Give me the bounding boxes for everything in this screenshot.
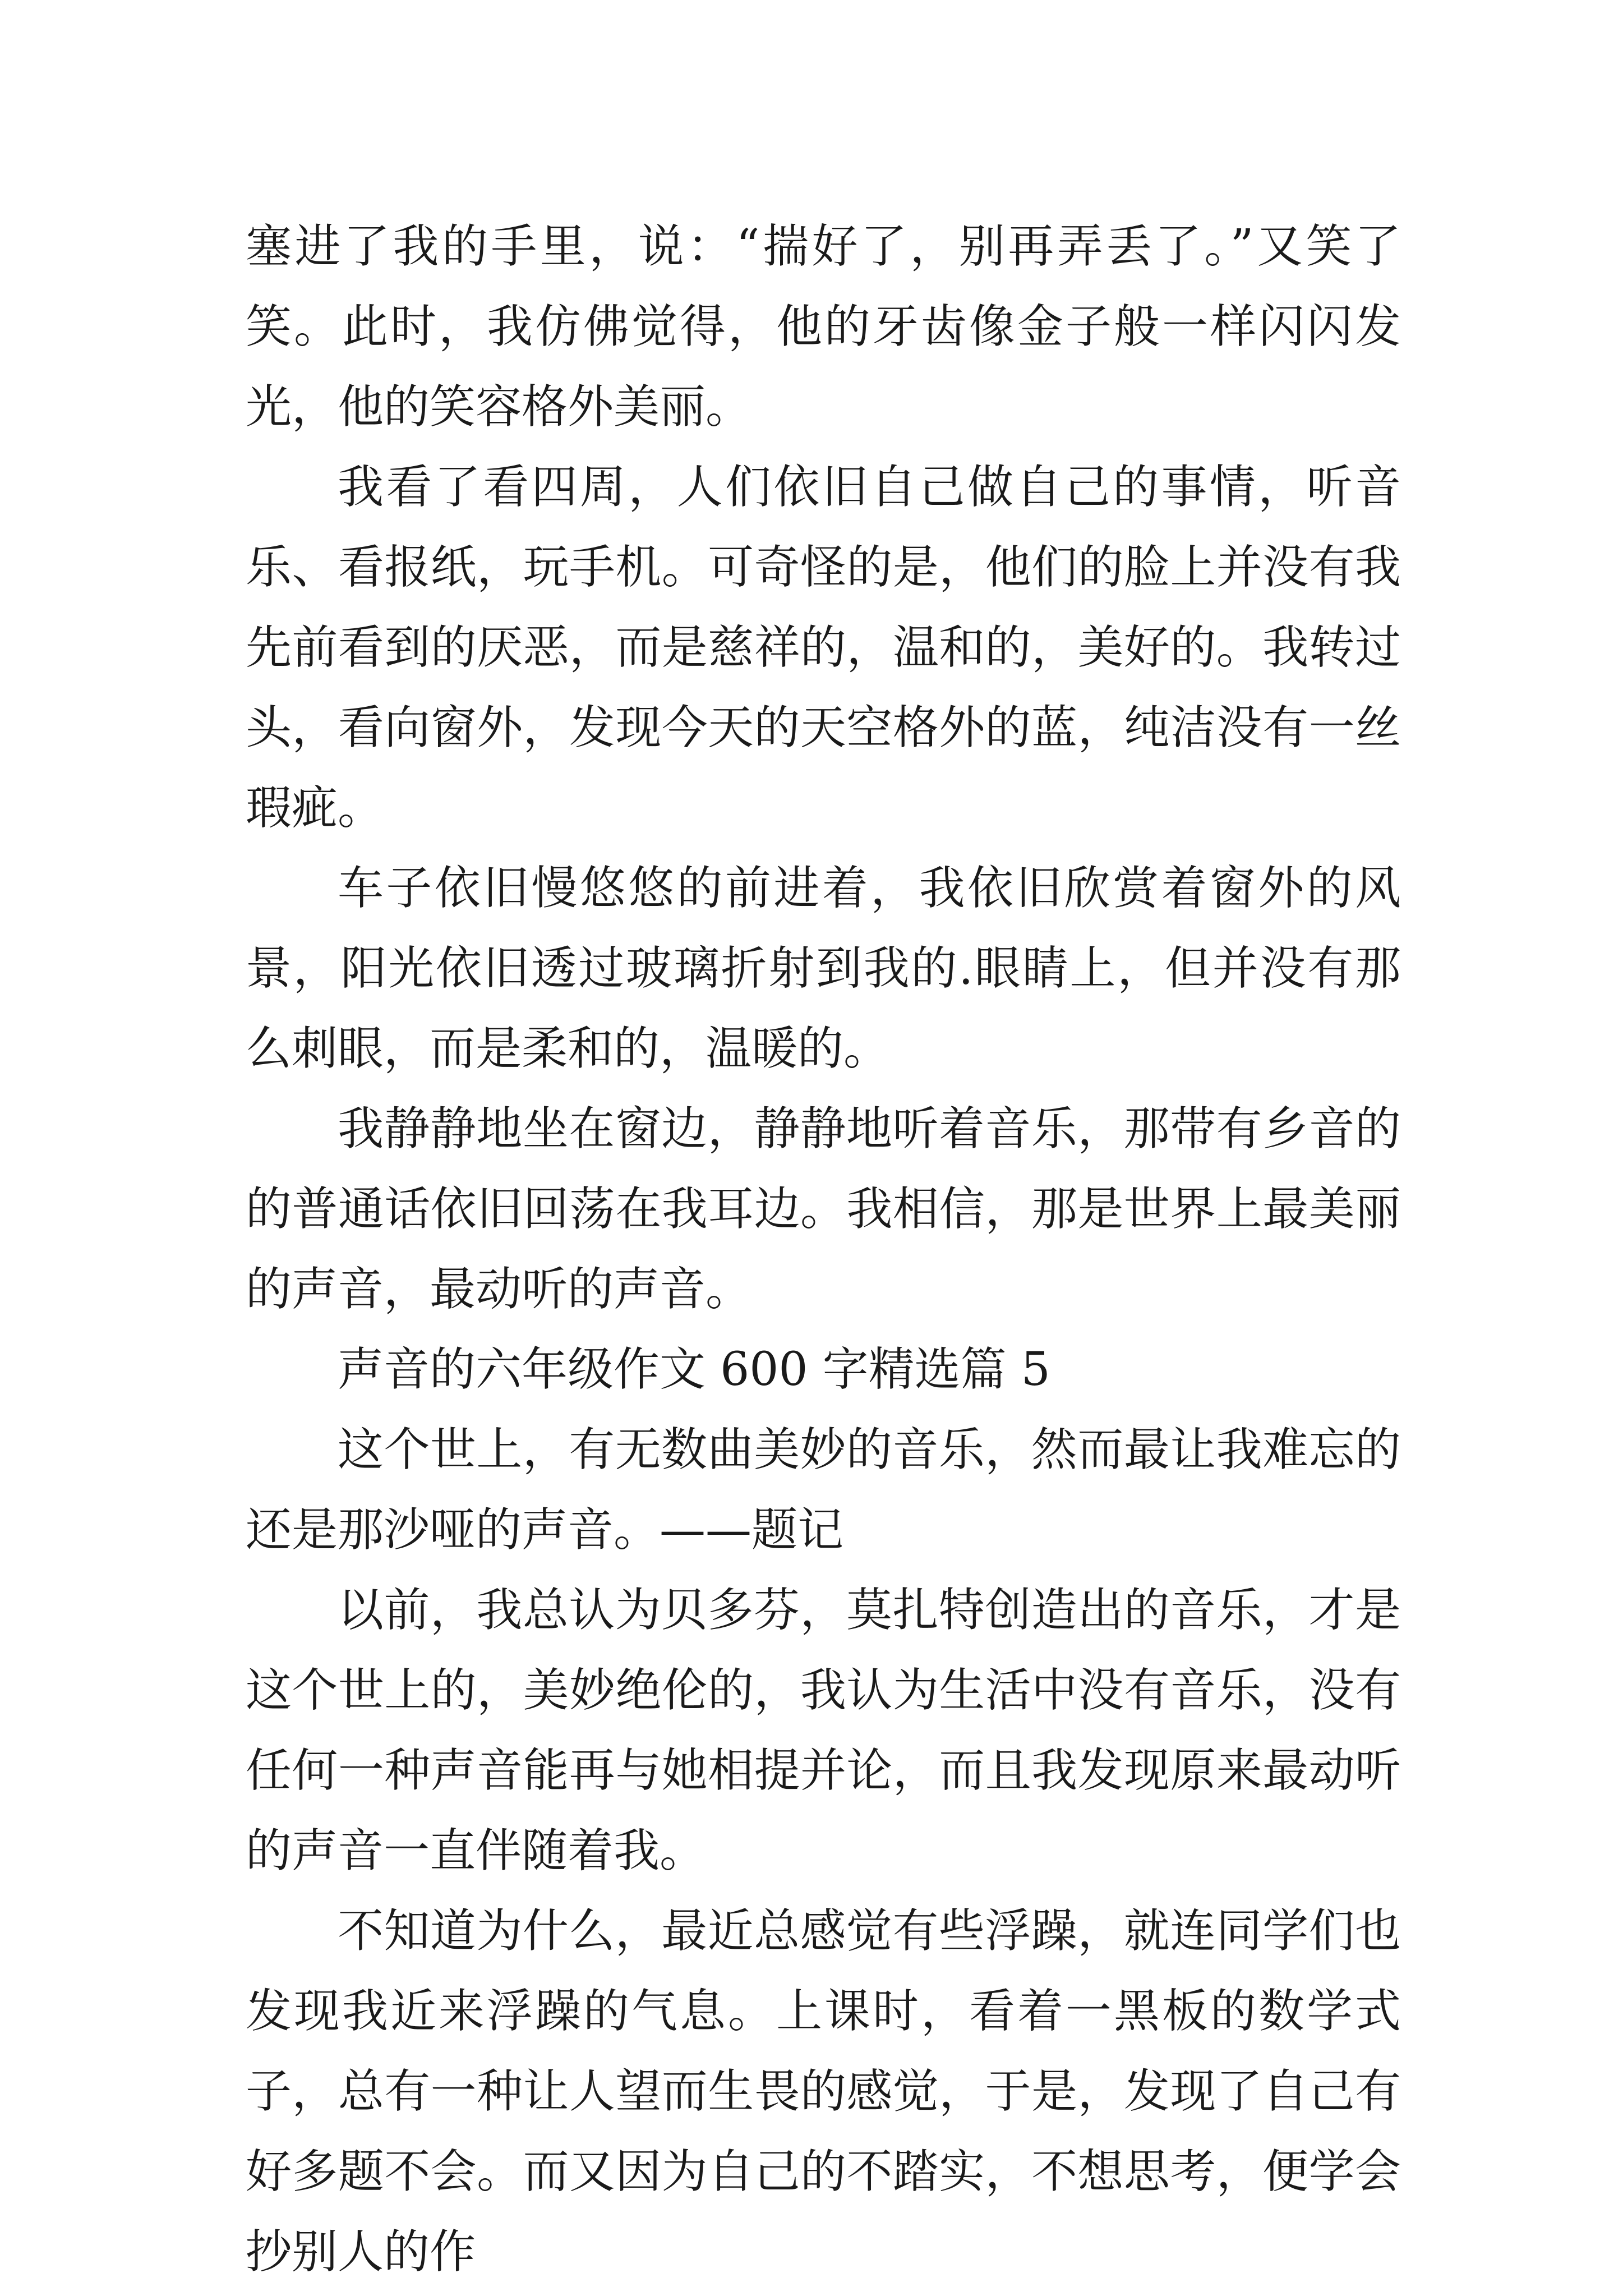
paragraph: 以前，我总认为贝多芬，莫扎特创造出的音乐，才是这个世上的，美妙绝伦的，我认为生活中没有音乐，没有任何一种声音能再与她相提并论，而且我发现原来最动听的声音一直伴随着我。	[246, 1584, 1401, 1878]
paragraph: 我静静地坐在窗边，静静地听着音乐，那带有乡音的的普通话依旧回荡在我耳边。我相信，那是世界上最美丽的声音，最动听的声音。	[246, 1102, 1401, 1316]
paragraph: 车子依旧慢悠悠的前进着，我依旧欣赏着窗外的风景，阳光依旧透过玻璃折射到我的.眼睛上，但并没有那么刺眼，而是柔和的，温暖的。	[246, 862, 1401, 1075]
section-heading: 声音的六年级作文 600 字精选篇 5	[338, 1343, 1050, 1396]
paragraph-epigraph: 这个世上，有无数曲美妙的音乐，然而最让我难忘的还是那沙哑的声音。——题记	[246, 1423, 1401, 1557]
paragraph: 不知道为什么，最近总感觉有些浮躁，就连同学们也发现我近来浮躁的气息。上课时，看着一黑板的数学式子，总有一种让人望而生畏的感觉，于是，发现了自己有好多题不会。而又因为自己的不踏实，不想思考，便学会抄别人的作	[246, 1904, 1401, 2279]
paragraph: 我看了看四周，人们依旧自己做自己的事情，听音乐、看报纸，玩手机。可奇怪的是，他们的脸上并没有我先前看到的厌恶，而是慈祥的，温和的，美好的。我转过头，看向窗外，发现今天的天空格外的蓝，纯洁没有一丝瑕疵。	[246, 461, 1401, 835]
document-body	[246, 206, 1401, 2292]
paragraph-continuation: 塞进了我的手里，说：“揣好了，别再弄丢了。”又笑了笑。此时，我仿佛觉得，他的牙齿像金子般一样闪闪发光，他的笑容格外美丽。	[246, 220, 1401, 434]
